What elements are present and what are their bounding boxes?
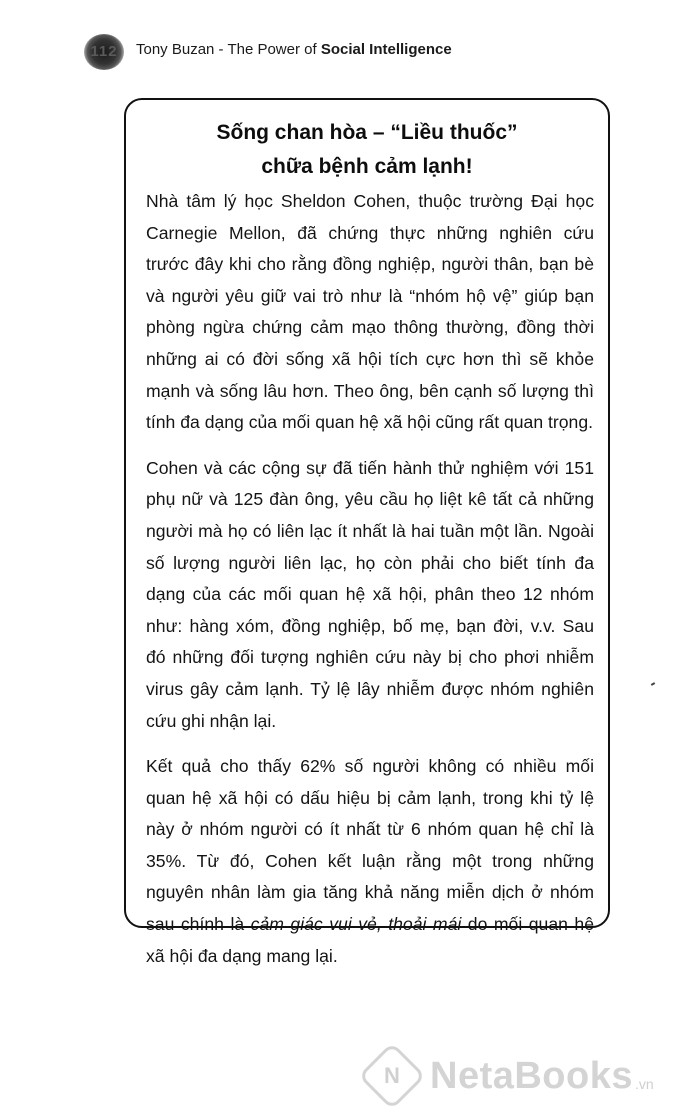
paragraph-3-start: Kết quả cho thấy 62% số người không có nhiều mối quan hệ xã hội có dấu hiệu bị cảm lạnh, trong khi tỷ lệ này ở nhóm người có ít nhất từ 6 nhóm quan hệ chỉ là 35%. Từ đó, Cohen kết luận rằng một trong những nguyên nhân làm gia tăng khả năng miễn dịch ở nhóm sau chính là	[146, 756, 594, 935]
box-title	[126, 116, 608, 184]
watermark-logo-letter: N	[384, 1062, 400, 1088]
paragraph-1: Nhà tâm lý học Sheldon Cohen, thuộc trường Đại học Carnegie Mellon, đã chứng thực những nghiên cứu trước đây khi cho rằng đồng nghiệp, người thân, bạn bè và người yêu giữ vai trò như là “nhóm hộ vệ” giúp bạn phòng ngừa chứng cảm mạo thông thường, đồng thời những ai có đời sống xã hội tích cực hơn thì sẽ khỏe mạnh và sống lâu hơn. Theo ông, bên cạnh số lượng thì tính đa dạng của mối quan hệ xã hội cũng rất quan trọng.	[146, 191, 594, 433]
watermark-suffix: .vn	[635, 1076, 654, 1092]
running-header	[136, 41, 452, 58]
running-title-regular: Tony Buzan - The Power of	[136, 41, 321, 58]
paragraph-3-end: do mối quan hệ xã hội đa dạng mang lại.	[146, 914, 594, 966]
sidebar-box	[124, 98, 610, 966]
netabooks-logo-icon	[358, 1042, 426, 1110]
paragraph-3	[146, 751, 594, 972]
box-title-line-2: chữa bệnh cảm lạnh!	[261, 155, 473, 178]
page-number-text: 112	[90, 43, 118, 60]
running-title-bold: Social Intelligence	[320, 41, 452, 58]
box-body	[146, 186, 594, 986]
box-title-line-1: Sống chan hòa – “Liều thuốc”	[216, 121, 518, 144]
watermark	[368, 1048, 654, 1104]
page-number	[84, 34, 124, 70]
paragraph-2: Cohen và các cộng sự đã tiến hành thử nghiệm với 151 phụ nữ và 125 đàn ông, yêu cầu họ liệt kê tất cả những người mà họ có liên lạc ít nhất là hai tuần một lần. Ngoài số lượng người liên lạc, họ còn phải cho biết tính đa dạng của các mối quan hệ xã hội, phân theo 12 nhóm như: hàng xóm, đồng nghiệp, bố mẹ, bạn đời, v.v. Sau đó những đối tượng nghiên cứu này bị cho phơi nhiễm virus gây cảm lạnh. Tỷ lệ lây nhiễm được nhóm nghiên cứu ghi nhận lại.	[146, 457, 594, 731]
watermark-brand: NetaBooks	[430, 1054, 633, 1097]
scan-speck	[651, 682, 655, 686]
paragraph-3-italic: cảm giác vui vẻ, thoải mái	[250, 914, 462, 935]
